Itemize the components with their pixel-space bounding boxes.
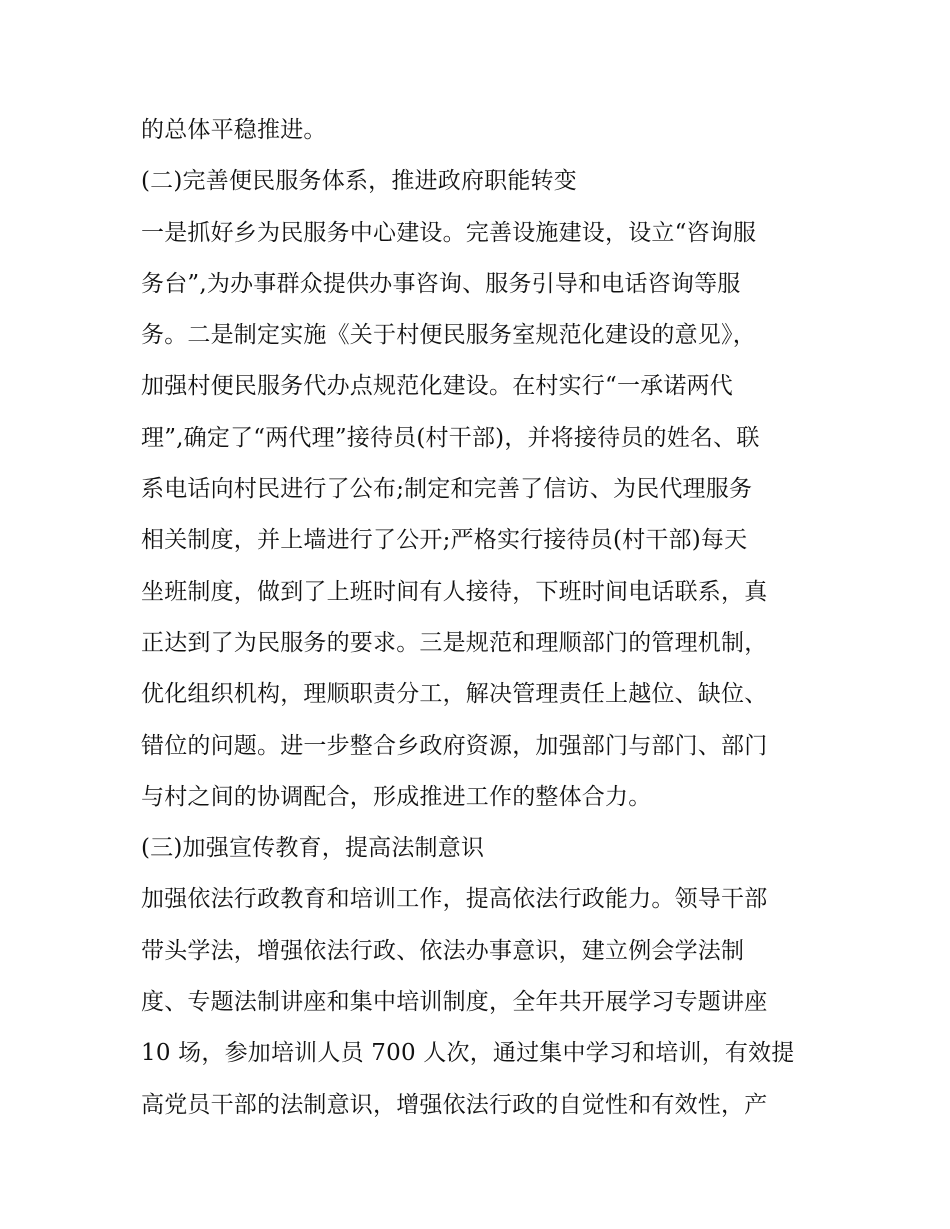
text-line: 一是抓好乡为民服务中心建设。完善设施建设，设立“咨询服: [141, 219, 757, 246]
text-line: 错位的问题。进一步整合乡政府资源，加强部门与部门、部门: [141, 732, 768, 759]
text-line: 带头学法，增强依法行政、依法办事意识，建立例会学法制: [141, 937, 745, 964]
text-line: 理”,确定了“两代理”接待员(村干部)，并将接待员的姓名、联: [141, 424, 760, 451]
text-line: 系电话向村民进行了公布;制定和完善了信访、为民代理服务: [141, 476, 753, 503]
text-line: 的总体平稳推进。: [141, 117, 327, 143]
text-line: 高党员干部的法制意识，增强依法行政的自觉性和有效性，产: [141, 1091, 768, 1118]
text-line: 相关制度，并上墙进行了公开;严格实行接待员(村干部)每天: [141, 527, 748, 554]
section-heading-2: (二)完善便民服务体系，推进政府职能转变: [141, 168, 577, 195]
text-line: 加强村便民服务代办点规范化建设。在村实行“一承诺两代: [141, 373, 733, 400]
text-line: 正达到了为民服务的要求。三是规范和理顺部门的管理机制，: [141, 629, 768, 656]
section-heading-3: (三)加强宣传教育，提高法制意识: [141, 835, 485, 862]
text-line: 与村之间的协调配合，形成推进工作的整体合力。: [141, 783, 652, 810]
text-line: 度、专题法制讲座和集中培训制度，全年共开展学习专题讲座: [141, 989, 768, 1016]
document-body: [141, 105, 821, 1131]
text-line: 10 场，参加培训人员 700 人次，通过集中学习和培训，有效提: [141, 1040, 795, 1067]
text-line: 优化组织机构，理顺职责分工，解决管理责任上越位、缺位、: [141, 681, 768, 708]
text-line: 坐班制度，做到了上班时间有人接待，下班时间电话联系，真: [141, 578, 768, 605]
text-line: 务台”,为办事群众提供办事咨询、服务引导和电话咨询等服: [141, 270, 741, 297]
text-line: 加强依法行政教育和培训工作，提高依法行政能力。领导干部: [141, 886, 768, 913]
text-line: 务。二是制定实施《关于村便民服务室规范化建设的意见》，: [141, 322, 756, 349]
